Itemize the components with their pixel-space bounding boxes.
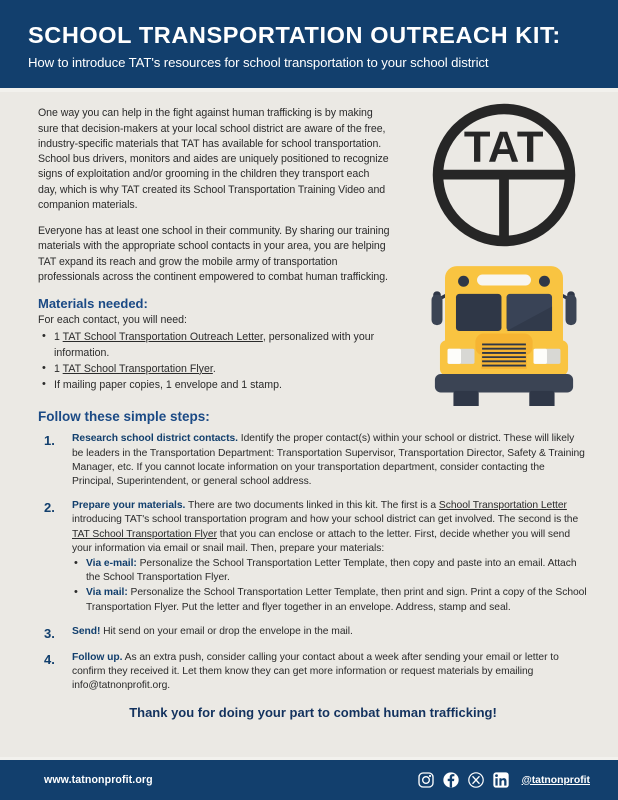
step-1	[38, 432, 588, 489]
step-number: 2.	[44, 500, 55, 516]
page-header	[0, 0, 618, 92]
material-suffix: , personalized with your information.	[54, 331, 375, 359]
school-transportation-flyer-link[interactable]: TAT School Transportation Flyer	[72, 528, 217, 540]
material-link[interactable]: TAT School Transportation Outreach Letter	[62, 331, 263, 344]
step-text	[72, 432, 588, 489]
list-item	[38, 330, 390, 361]
linkedin-icon[interactable]	[493, 772, 509, 788]
facebook-icon[interactable]	[443, 772, 459, 788]
material-link[interactable]: TAT School Transportation Flyer	[62, 362, 213, 375]
step-2-sub-list	[72, 557, 588, 615]
sub-item-lead: Via mail:	[86, 587, 128, 599]
step-text	[72, 625, 588, 641]
tat-logo	[429, 100, 579, 250]
social-links	[418, 772, 590, 788]
step-2	[38, 499, 588, 615]
instagram-icon[interactable]	[418, 772, 434, 788]
material-prefix: 1	[54, 362, 63, 375]
page-subtitle: How to introduce TAT's resources for school transportation to your school district	[28, 55, 489, 71]
sub-item-text: Personalize the School Transportation Letter Template, then print and sign. Print a copy of the School Transportation Flyer. Put the letter and flyer together in an envelope. Address, stamp and seal.	[86, 587, 587, 613]
step-lead: Prepare your materials.	[72, 500, 186, 512]
step-lead: Follow up.	[72, 651, 123, 663]
page-body	[0, 92, 618, 721]
step-detail: Hit send on your email or drop the envelope in the mail.	[100, 625, 353, 637]
step-number: 1.	[44, 433, 55, 449]
intro-paragraph-1: One way you can help in the fight against human trafficking is by making sure that decision-makers at your local school district are aware of the free, industry-specific materials that TAT has available for school transportation. School bus drivers, monitors and aides are uniquely positioned to recognize signs of exploitation and/or grooming in the children they transport each day, which is why TAT created its School Transportation Training Video and companion materials.	[38, 107, 389, 211]
list-item	[38, 378, 390, 393]
materials-lead: For each contact, you will need:	[38, 314, 187, 327]
page-footer	[0, 757, 618, 800]
step-lead: Send!	[72, 625, 101, 637]
step-text	[72, 651, 588, 694]
tat-logo-text: TAT	[463, 123, 545, 172]
material-prefix: 1	[54, 331, 63, 344]
step-text	[72, 499, 588, 615]
material-suffix: If mailing paper copies, 1 envelope and 1 stamp.	[54, 379, 282, 392]
sub-item-text: Personalize the School Transportation Letter Template, then copy and paste into an email. Attach the School Transportation Flyer.	[86, 557, 577, 584]
materials-list	[38, 330, 390, 393]
list-item	[72, 557, 588, 585]
intro-paragraph-2: Everyone has at least one school in their community. By sharing our training materials with the appropriate school contacts in your area, you are helping TAT expand its reach and grow the mobile army of transportation professionals across the continent empowered to combat human trafficking.	[38, 225, 390, 283]
step-detail-a: There are two documents linked in this kit. The first is a	[185, 500, 439, 512]
step-number: 4.	[44, 651, 55, 667]
step-detail-b: introducing TAT's school transportation program and how your school district can get involved. The second is the	[72, 514, 579, 526]
list-item	[38, 362, 390, 377]
illustration-column	[414, 100, 594, 406]
step-3	[38, 625, 588, 641]
steps-heading: Follow these simple steps:	[38, 409, 210, 425]
step-number: 3.	[44, 625, 55, 641]
materials-heading: Materials needed:	[38, 296, 148, 312]
social-handle[interactable]: @tatnonprofit	[521, 774, 590, 786]
school-bus-illustration	[419, 256, 589, 406]
sub-item-lead: Via e-mail:	[86, 557, 137, 569]
school-transportation-letter-link[interactable]: School Transportation Letter	[438, 500, 567, 512]
step-lead: Research school district contacts.	[72, 433, 238, 445]
page-title: SCHOOL TRANSPORTATION OUTREACH KIT:	[28, 22, 561, 48]
material-suffix: .	[212, 362, 216, 375]
intro-column	[38, 106, 390, 393]
thank-you-message: Thank you for doing your part to combat human trafficking!	[129, 705, 497, 721]
step-4	[38, 651, 588, 694]
list-item	[72, 586, 588, 614]
step-detail-c: that you can enclose or attach to the letter. First, decide whether you will send your information via email or snail mail. Then, prepare your materials:	[72, 528, 571, 554]
step-detail: As an extra push, consider calling your contact about a week after sending your email or letter to confirm they received it. Let them know they can get more information or request materials by emailing info@tatnonprofit.org.	[72, 651, 559, 692]
step-detail: Identify the proper contact(s) within your school or district. These will likely be leaders in the Transportation Department: Transportation Supervisor, Transportation Director, Safety & Training Manager, etc. If you cannot locate information on your transportation department, consider contacting the Principal, Superintendent, or general school address.	[72, 433, 585, 487]
x-twitter-icon[interactable]	[468, 772, 484, 788]
footer-website-url[interactable]: www.tatnonprofit.org	[44, 774, 153, 786]
